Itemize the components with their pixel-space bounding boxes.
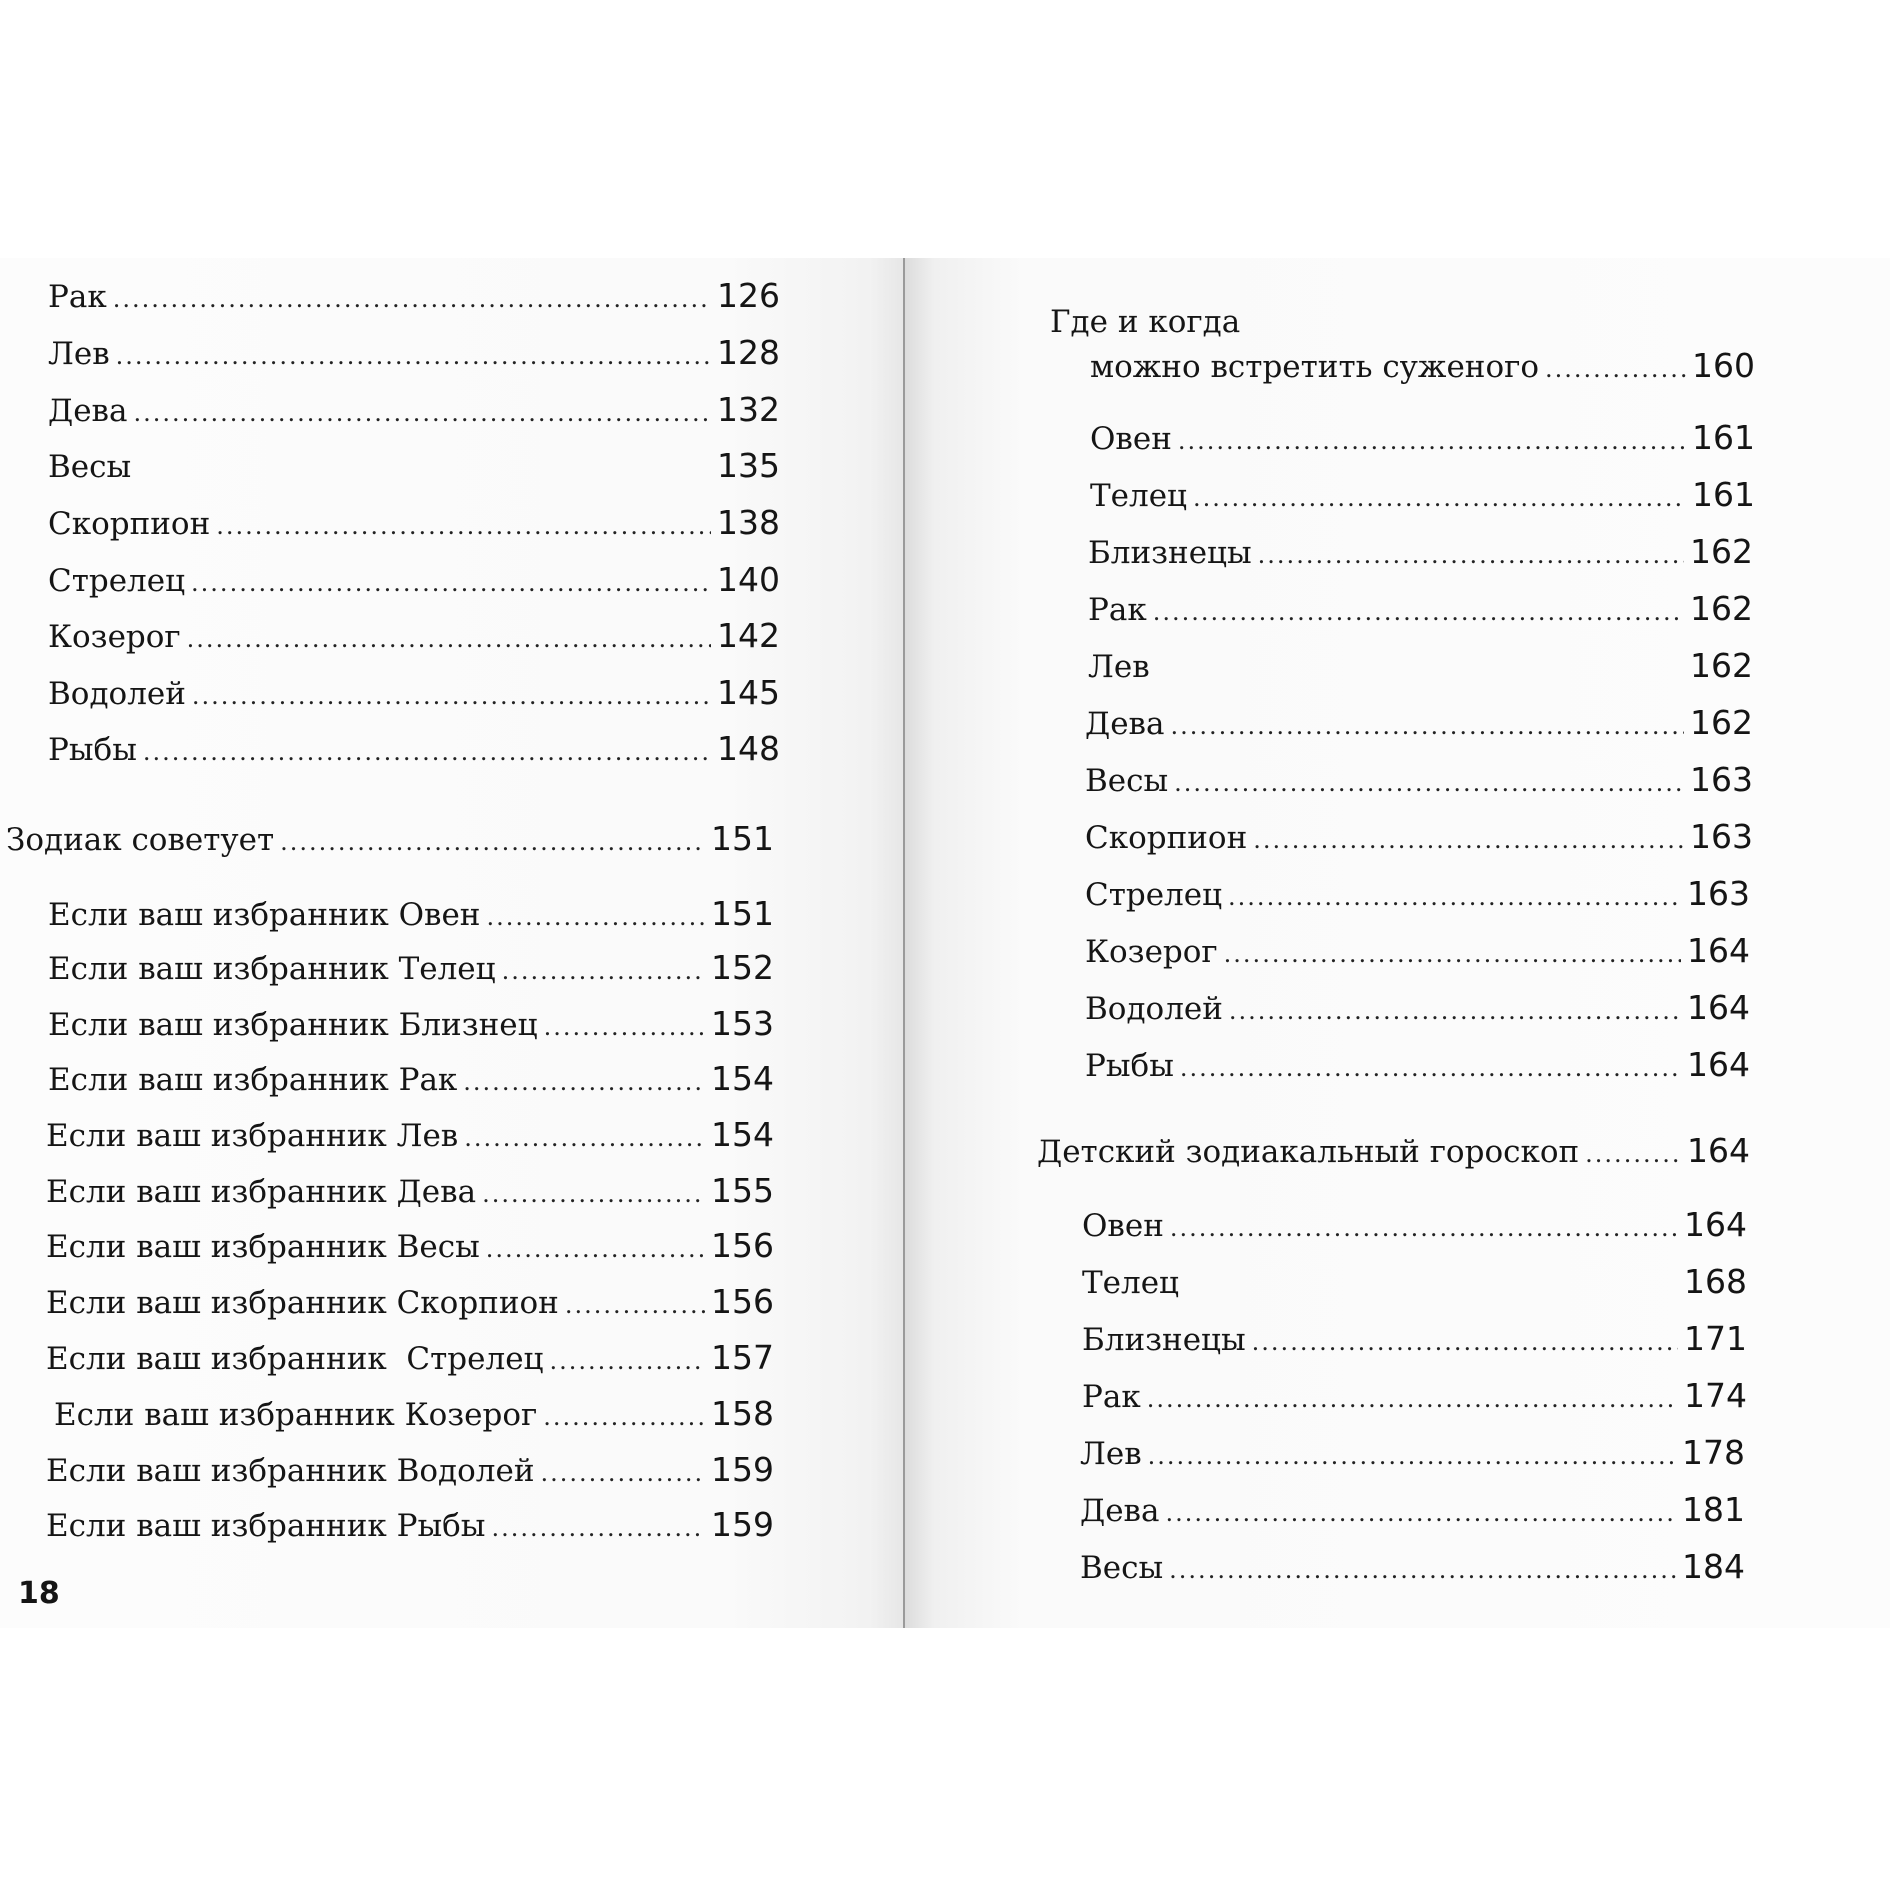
toc-entry-label: Рыбы: [48, 732, 137, 768]
toc-leader-dots: [1253, 820, 1684, 860]
toc-entry: [48, 333, 780, 376]
toc-entry-label: Если ваш избранник Весы: [46, 1229, 480, 1265]
toc-leader-dots: [1585, 1134, 1681, 1174]
toc-entry-page: 161: [1692, 418, 1755, 457]
toc-entry-page: 156: [711, 1282, 774, 1321]
toc-entry: [1037, 1131, 1750, 1174]
page-number: 18: [18, 1576, 60, 1611]
toc-entry-page: 164: [1687, 988, 1750, 1027]
toc-entry-page: 148: [717, 729, 780, 768]
toc-entry-page: 155: [711, 1171, 774, 1210]
toc-entry-label: Если ваш избранник Рыбы: [46, 1508, 486, 1544]
toc-leader-dots: [1193, 478, 1686, 518]
toc-entry: [6, 819, 774, 862]
toc-entry-label: Скорпион: [1085, 820, 1248, 856]
toc-leader-dots: [1252, 1322, 1678, 1362]
toc-entry-label: Рак: [1088, 592, 1147, 628]
toc-leader-dots: [1224, 934, 1681, 974]
toc-leader-dots: [1165, 1493, 1676, 1533]
toc-entry-page: 163: [1690, 760, 1753, 799]
toc-entry-page: 160: [1692, 346, 1755, 385]
toc-entry: [1082, 1205, 1747, 1248]
toc-entry-label: Телец: [1082, 1265, 1179, 1301]
toc-entry-label: Весы: [48, 449, 132, 485]
toc-leader-dots: [540, 1453, 705, 1493]
toc-entry-label: Если ваш избранник Дева: [46, 1174, 477, 1210]
toc-entry-page: 162: [1690, 703, 1753, 742]
toc-entry: [1088, 532, 1753, 575]
toc-entry: [1090, 475, 1755, 518]
toc-entry-label: Лев: [1088, 649, 1150, 685]
toc-entry-label: Если ваш избранник Лев: [46, 1118, 459, 1154]
toc-entry-label: Лев: [48, 336, 110, 372]
toc-leader-dots: [1174, 763, 1684, 803]
toc-leader-dots: [544, 1007, 705, 1047]
toc-entry: [46, 1115, 774, 1158]
toc-entry-page: 126: [717, 276, 780, 315]
toc-entry-page: 145: [717, 673, 780, 712]
toc-leader-dots: [486, 897, 705, 937]
toc-leader-dots: [482, 1174, 705, 1214]
toc-entry-page: 151: [711, 819, 774, 858]
toc-entry-page: 168: [1684, 1262, 1747, 1301]
toc-entry: [48, 390, 780, 433]
toc-leader-dots: [133, 393, 711, 433]
toc-entry: [46, 1450, 774, 1493]
toc-entry-page: 184: [1682, 1547, 1745, 1586]
toc-entry: [1085, 703, 1753, 746]
toc-entry-page: 154: [711, 1115, 774, 1154]
toc-entry-page: 128: [717, 333, 780, 372]
left-page: [0, 258, 905, 1628]
toc-entry-page: 157: [711, 1338, 774, 1377]
toc-leader-dots: [1147, 1379, 1678, 1419]
toc-entry-label: Рак: [48, 279, 107, 315]
toc-leader-dots: [1229, 991, 1681, 1031]
toc-entry: [48, 673, 780, 716]
toc-entry: [54, 1394, 774, 1437]
toc-entry-label: Близнецы: [1088, 535, 1252, 571]
toc-entry: [48, 560, 780, 603]
toc-entry-label: Стрелец: [1085, 877, 1223, 913]
toc-entry-label: Козерог: [1085, 934, 1218, 970]
toc-leader-dots: [113, 279, 711, 319]
toc-leader-dots: [192, 676, 711, 716]
toc-entry-label: Водолей: [48, 676, 186, 712]
toc-entry-label: Рыбы: [1085, 1048, 1174, 1084]
toc-entry: [1085, 760, 1753, 803]
toc-entry-page: 164: [1684, 1205, 1747, 1244]
toc-leader-dots: [565, 1285, 705, 1325]
toc-leader-dots: [1169, 1550, 1676, 1590]
toc-entry: [1090, 418, 1755, 461]
toc-leader-dots: [1228, 877, 1681, 917]
toc-entry-page: 162: [1690, 532, 1753, 571]
toc-entry: [1088, 646, 1753, 689]
toc-entry: [1085, 1045, 1750, 1088]
toc-entry: [46, 1171, 774, 1214]
toc-entry-label: Зодиак советует: [6, 822, 275, 858]
toc-entry-label: Стрелец: [48, 563, 186, 599]
toc-entry-page: 142: [717, 616, 780, 655]
toc-entry: [1082, 1376, 1747, 1419]
toc-entry: [1082, 1319, 1747, 1362]
toc-leader-dots: [1258, 535, 1684, 575]
toc-entry-page: 163: [1690, 817, 1753, 856]
right-page: [905, 258, 1890, 1628]
toc-entry: [1088, 589, 1753, 632]
toc-entry-label: Рак: [1082, 1379, 1141, 1415]
toc-entry-label: можно встретить суженого: [1090, 349, 1540, 385]
toc-entry: [1080, 1490, 1745, 1533]
toc-leader-dots: [1545, 349, 1686, 389]
toc-entry-label: Если ваш избранник Рак: [48, 1062, 458, 1098]
toc-leader-dots: [191, 563, 711, 603]
toc-entry-page: 162: [1690, 646, 1753, 685]
toc-entry: [1085, 817, 1753, 860]
toc-leader-dots: [216, 506, 711, 546]
toc-leader-dots: [1178, 421, 1686, 461]
toc-leader-dots: [143, 732, 711, 772]
toc-leader-dots: [1180, 1048, 1681, 1088]
toc-leader-dots: [502, 951, 705, 991]
toc-entry-page: 163: [1687, 874, 1750, 913]
toc-leader-dots: [543, 1397, 705, 1437]
section-heading-entry: [1090, 346, 1755, 389]
toc-entry-label: Если ваш избранник Скорпион: [46, 1285, 559, 1321]
toc-entry-page: 156: [711, 1226, 774, 1265]
toc-entry-label: Овен: [1090, 421, 1172, 457]
toc-leader-dots: [463, 1062, 705, 1102]
open-book: [0, 258, 1890, 1628]
toc-entry: [46, 1338, 774, 1381]
toc-entry: [48, 729, 780, 772]
toc-leader-dots: [464, 1118, 705, 1158]
toc-leader-dots: [486, 1229, 705, 1269]
toc-entry-label: Овен: [1082, 1208, 1164, 1244]
toc-entry-label: Телец: [1090, 478, 1187, 514]
toc-entry-page: 151: [711, 894, 774, 933]
toc-entry: [1080, 1547, 1745, 1590]
toc-leader-dots: [187, 619, 711, 659]
toc-entry-page: 159: [711, 1450, 774, 1489]
toc-entry-label: Если ваш избранник Водолей: [46, 1453, 535, 1489]
toc-entry: [48, 616, 780, 659]
toc-entry-page: 174: [1684, 1376, 1747, 1415]
toc-leader-dots: [1148, 1436, 1676, 1476]
toc-entry-page: 159: [711, 1505, 774, 1544]
toc-entry-page: 138: [717, 503, 780, 542]
toc-entry: [48, 948, 774, 991]
toc-entry: [1085, 874, 1750, 917]
toc-entry: [48, 1059, 774, 1102]
toc-entry-page: 164: [1687, 1131, 1750, 1170]
toc-entry-label: Если ваш избранник Овен: [48, 897, 481, 933]
toc-leader-dots: [1153, 592, 1684, 632]
toc-leader-dots: [549, 1341, 705, 1381]
toc-entry: [1085, 988, 1750, 1031]
toc-leader-dots: [280, 822, 705, 862]
toc-entry-label: Дева: [48, 393, 128, 429]
toc-entry: [46, 1226, 774, 1269]
toc-entry: [1085, 931, 1750, 974]
toc-entry: [1082, 1262, 1747, 1305]
toc-entry-label: Козерог: [48, 619, 181, 655]
toc-entry-page: 162: [1690, 589, 1753, 628]
toc-entry: [46, 1505, 774, 1548]
toc-entry: [48, 446, 780, 489]
toc-entry-label: Водолей: [1085, 991, 1223, 1027]
toc-entry-page: 181: [1682, 1490, 1745, 1529]
toc-entry-label: Если ваш избранник Телец: [48, 951, 496, 987]
toc-entry: [1080, 1433, 1745, 1476]
toc-entry-page: 161: [1692, 475, 1755, 514]
toc-entry-label: Весы: [1080, 1550, 1164, 1586]
toc-entry-page: 132: [717, 390, 780, 429]
toc-entry-label: Если ваш избранник Козерог: [54, 1397, 538, 1433]
toc-entry-page: 171: [1684, 1319, 1747, 1358]
toc-entry: [48, 276, 780, 319]
toc-entry-page: 164: [1687, 931, 1750, 970]
toc-leader-dots: [116, 336, 711, 376]
toc-leader-dots: [491, 1508, 705, 1548]
toc-entry-label: Близнецы: [1082, 1322, 1246, 1358]
toc-entry: [48, 894, 774, 937]
toc-entry-page: 158: [711, 1394, 774, 1433]
toc-entry-label: Если ваш избранник Стрелец: [46, 1341, 544, 1377]
section-heading: Где и когда: [1050, 304, 1241, 340]
toc-entry-label: Дева: [1085, 706, 1165, 742]
toc-entry-label: Дева: [1080, 1493, 1160, 1529]
toc-entry-label: Скорпион: [48, 506, 211, 542]
toc-entry-page: 140: [717, 560, 780, 599]
toc-entry-label: Если ваш избранник Близнец: [48, 1007, 538, 1043]
toc-entry: [48, 503, 780, 546]
toc-entry: [48, 1004, 774, 1047]
toc-entry-page: 178: [1682, 1433, 1745, 1472]
toc-entry-page: 154: [711, 1059, 774, 1098]
toc-entry-page: 135: [717, 446, 780, 485]
toc-entry-label: Весы: [1085, 763, 1169, 799]
toc-entry: [46, 1282, 774, 1325]
toc-entry-page: 153: [711, 1004, 774, 1043]
toc-entry-page: 164: [1687, 1045, 1750, 1084]
toc-leader-dots: [1170, 706, 1684, 746]
toc-entry-label: Лев: [1080, 1436, 1142, 1472]
toc-entry-page: 152: [711, 948, 774, 987]
toc-entry-label: Детский зодиакальный гороскоп: [1037, 1134, 1580, 1170]
toc-leader-dots: [1170, 1208, 1678, 1248]
